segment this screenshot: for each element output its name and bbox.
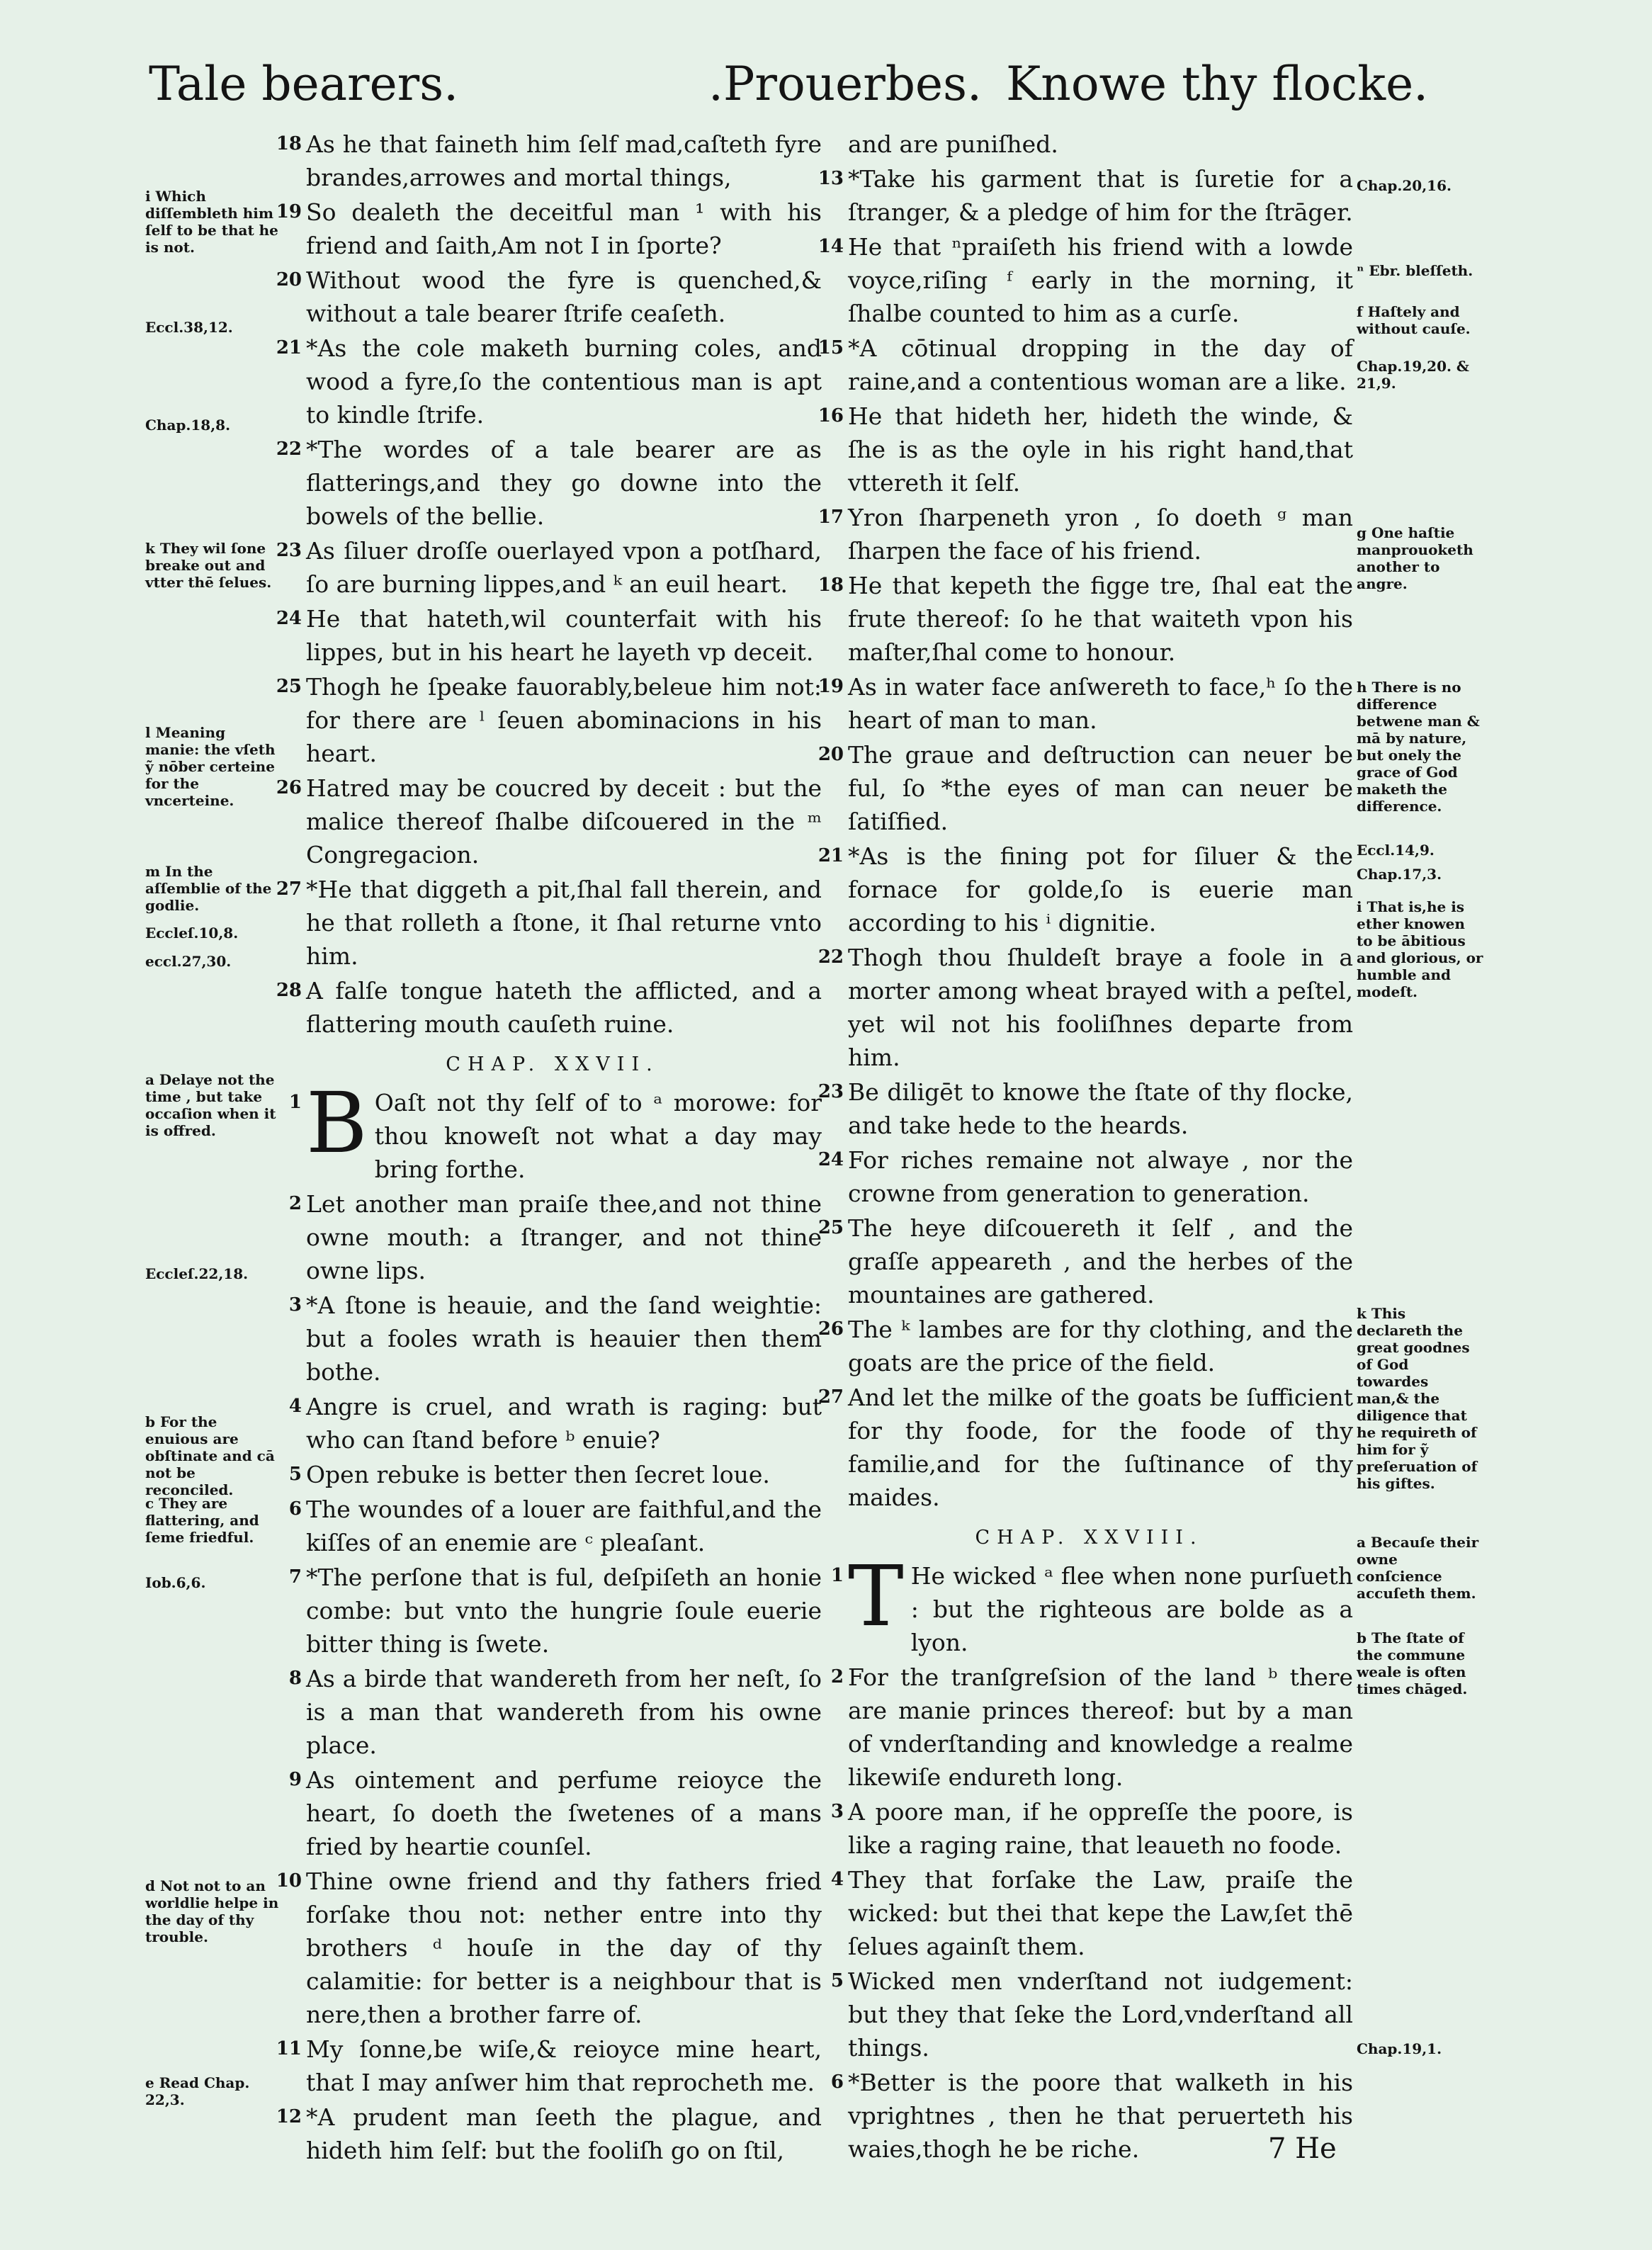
verse <box>825 1661 1353 1794</box>
margin-note-crossref: Chap.20,16. <box>1357 177 1452 194</box>
margin-note-crossref: eccl.27,30. <box>145 953 232 970</box>
verse <box>817 1313 1353 1379</box>
verse-text: Without wood the fyre is quenched,& without a tale bearer ſtrife ceaſeth. <box>306 266 822 327</box>
verse-text: The ᵏ lambes are for thy clothing, and the goats are the price of the field. <box>848 1316 1353 1376</box>
verse <box>283 1187 822 1287</box>
verse-number: 3 <box>830 1801 844 1822</box>
verse-text: A falſe tongue hateth the afflicted, and a flattering mouth cauſeth ruine. <box>306 977 822 1038</box>
verse-text: Let another man praiſe thee,and not thine owne mouth: a ſtranger, and not thine owne lips. <box>306 1190 822 1284</box>
verse-number: 27 <box>817 1386 844 1408</box>
verse-text: Hatred may be coucred by deceit : but the malice thereof ſhalbe diſcouered in the ᵐ Congregacion. <box>306 774 822 869</box>
running-head-book-title: .Prouerbes. <box>708 57 982 111</box>
verse-text: Thogh he ſpeake fauorably,beleue him not: for there are ˡ ſeuen abominacions in his heart. <box>306 673 822 767</box>
verse <box>283 1662 822 1762</box>
margin-note-crossref: Eccleſ.22,18. <box>145 1265 249 1282</box>
margin-note: d Not not to an worldlie helpe in the day of thy trouble. <box>145 1877 279 1945</box>
verse <box>283 1561 822 1661</box>
verse-text: The woundes of a louer are faithful,and the kiſſes of an enemie are ᶜ pleaſant. <box>306 1496 822 1556</box>
verse-number: 20 <box>276 269 302 290</box>
verse-text: *Take his garment that is ſuretie for a ſtranger, & a pledge of him for the ſtrāger. <box>848 165 1353 226</box>
verse-text: He that hateth,wil counterfait with his lippes, but in his heart he layeth vp deceit. <box>306 605 822 666</box>
verse <box>817 400 1353 499</box>
verse-number: 3 <box>288 1294 302 1316</box>
verse <box>817 1143 1353 1210</box>
verse-text: *He that diggeth a pit,ſhal fall therein, and he that rolleth a ſtone, it ſhal returne vnto him. <box>306 876 822 970</box>
verse <box>283 1763 822 1863</box>
verse-text: The heye diſcouereth it ſelf , and the graſſe appeareth , and the herbes of the mountaines are gathered. <box>848 1214 1353 1308</box>
verse <box>276 1865 822 2031</box>
verse-text: Thogh thou ſhuldeſt braye a foole in a morter among wheat brayed with a peſtel, yet wil not his fooliſhnes departe from him. <box>848 944 1353 1071</box>
verse <box>817 839 1353 939</box>
verse-text: *As is the fining pot for ſiluer & the fornace for golde,ſo is euerie man according to his ⁱ dignitie. <box>848 842 1353 937</box>
verse-text: *Better is the poore that walketh in his vprightnes , then he that peruerteth his waies,thogh he be riche. <box>848 2069 1353 2163</box>
verse-number: 2 <box>830 1666 844 1688</box>
verse-number: 24 <box>817 1149 844 1170</box>
margin-note: a Becauſe their owne conſcience accuſeth them. <box>1357 1534 1479 1602</box>
margin-note-crossref: Eccl.14,9. <box>1357 842 1435 859</box>
verse-number: 5 <box>288 1464 302 1485</box>
verse <box>276 974 822 1041</box>
verse-text: The graue and deſtruction can neuer be ful, ſo *the eyes of man can neuer be ſatiſfied. <box>848 741 1353 835</box>
margin-note: b For the enuious are obſtinate and cā not be reconciled. <box>145 1413 275 1498</box>
verse-text: *As the cole maketh burning coles, and wood a fyre,ſo the contentious man is apt to kindle ſtrife. <box>306 334 822 429</box>
verse-text: He wicked ᵃ flee when none purſueth : but the righteous are bolde as a lyon. <box>910 1562 1353 1656</box>
verse-text: He that hideth her, hideth the winde, & ſhe is as the oyle in his right hand,that vttereth it ſelf. <box>848 402 1353 497</box>
verse-dropcap <box>825 1547 1353 1659</box>
verse-number: 8 <box>288 1668 302 1689</box>
verse-number: 23 <box>817 1081 844 1102</box>
verse-number: 1 <box>830 1565 844 1586</box>
catchword: 7 He <box>1268 2132 1337 2165</box>
verse-text: *A ſtone is heauie, and the ſand weightie: but a fooles wrath is heauier then them bothe. <box>306 1291 822 1386</box>
verse-text: He that ⁿpraiſeth his friend with a lowde voyce,riſing ᶠ early in the morning, it ſhalbe counted to him as a curſe. <box>848 233 1353 327</box>
verse-text: A poore man, if he oppreſſe the poore, is like a raging raine, that leaueth no foode. <box>848 1798 1353 1859</box>
margin-note-crossref: Chap.18,8. <box>145 417 231 434</box>
verse <box>276 873 822 973</box>
margin-note: g One haſtie manprouoketh another to angre. <box>1357 524 1473 592</box>
verse-number: 27 <box>276 878 302 900</box>
verse <box>825 1863 1353 1963</box>
verse-number: 18 <box>817 575 844 596</box>
verse-number: 20 <box>817 744 844 765</box>
margin-note-crossref: Eccl.38,12. <box>145 319 233 336</box>
verse-number: 26 <box>276 777 302 798</box>
verse <box>817 1211 1353 1311</box>
verse <box>817 1381 1353 1514</box>
running-head-right: Knowe thy flocke. <box>1006 57 1429 111</box>
verse-number: 23 <box>276 540 302 561</box>
verse <box>276 196 822 262</box>
verse-number: 21 <box>276 337 302 358</box>
verse-number: 9 <box>288 1769 302 1790</box>
margin-note: ⁿ Ebr. bleſſeth. <box>1357 262 1473 279</box>
margin-note: c They are flattering, and ſeme friedful. <box>145 1495 259 1546</box>
margin-note: i That is,he is ether knowen to be ābitious and glorious, or humble and modeſt. <box>1357 898 1483 1000</box>
verse <box>276 2101 822 2167</box>
verse <box>283 1458 822 1491</box>
verse-number: 22 <box>817 946 844 968</box>
verse-number: 22 <box>276 439 302 460</box>
verse <box>817 670 1353 737</box>
margin-note-crossref: Eccleſ.10,8. <box>145 925 239 942</box>
verse-number: 25 <box>817 1217 844 1238</box>
verse-text: So dealeth the deceitful man ¹ with his friend and ſaith,Am not I in ſporte? <box>306 198 822 259</box>
margin-note: f Haſtely and without cauſe. <box>1357 303 1471 337</box>
verse <box>276 670 822 770</box>
verse-number: 10 <box>276 1870 302 1892</box>
verse-number: 4 <box>830 1869 844 1890</box>
verse-text: *A prudent man ſeeth the plague, and hideth him ſelf: but the fooliſh go on ſtil, <box>306 2103 822 2164</box>
verse-text: As in water face anſwereth to face,ʰ ſo the heart of man to man. <box>848 673 1353 734</box>
verse <box>276 771 822 871</box>
margin-note-crossref: Chap.19,20. & 21,9. <box>1357 358 1469 392</box>
verse-text: As ointement and perfume reioyce the heart, ſo doeth the ſwetenes of a mans fried by heartie counſel. <box>306 1766 822 1860</box>
margin-note: i Which diſſembleth him ſelf to be that he is not. <box>145 188 278 256</box>
running-head-left: Tale bearers. <box>149 57 459 111</box>
margin-note: k This declareth the great goodnes of God towardes man,& the diligence that he requireth of him for ỹ preſeruation of his giftes. <box>1357 1305 1478 1492</box>
verse-number: 1 <box>288 1092 302 1113</box>
verse-number: 6 <box>288 1498 302 1520</box>
verse-text: Yron ſharpeneth yron , ſo doeth ᵍ man ſharpen the face of his friend. <box>848 504 1353 565</box>
verse <box>825 128 1353 161</box>
verse-number: 17 <box>817 507 844 528</box>
verse-number: 13 <box>817 168 844 189</box>
verse-text: Open rebuke is better then ſecret loue. <box>306 1461 770 1488</box>
verse <box>283 1493 822 1559</box>
margin-note: l Meaning manie: the vſeth ỹ nōber certeine for the vncerteine. <box>145 724 276 809</box>
verse <box>283 1289 822 1389</box>
verse <box>276 602 822 669</box>
verse-number: 5 <box>830 1970 844 1991</box>
verse <box>283 1390 822 1457</box>
margin-note: b The ſtate of the commune weale is often times chāged. <box>1357 1629 1468 1697</box>
verse <box>276 534 822 601</box>
verse <box>825 1795 1353 1862</box>
margin-note-crossref: Chap.17,3. <box>1357 866 1442 883</box>
verse-text: As a birde that wandereth from her neſt, ſo is a man that wandereth from his owne place. <box>306 1665 822 1759</box>
drop-cap-letter: T <box>848 1547 904 1645</box>
verse-number: 19 <box>276 201 302 222</box>
verse <box>817 501 1353 567</box>
verse <box>276 433 822 533</box>
verse <box>276 2033 822 2099</box>
verse-number: 15 <box>817 337 844 358</box>
verse <box>817 569 1353 669</box>
margin-note-crossref: Iob.6,6. <box>145 1574 206 1591</box>
verse-number: 4 <box>288 1396 302 1417</box>
margin-note: m In the aſſemblie of the godlie. <box>145 863 272 914</box>
verse-text: As he that faineth him ſelf mad,caſteth fyre brandes,arrowes and mortal things, <box>306 130 822 191</box>
margin-note: h There is no difference betwene man & mā by nature, but onely the grace of God maketh the difference. <box>1357 679 1480 815</box>
verse-number: 26 <box>817 1318 844 1340</box>
verse-number: 11 <box>276 2038 302 2059</box>
margin-note: k They wil ſone breake out and vtter thē ſelues. <box>145 540 272 591</box>
margin-note: a Delaye not the time , but take occaſion when it is offred. <box>145 1071 276 1139</box>
margin-note-crossref: Chap.19,1. <box>1357 2040 1442 2057</box>
verse <box>817 1075 1353 1142</box>
verse <box>276 128 822 194</box>
verse-number: 19 <box>817 676 844 697</box>
margin-note: e Read Chap. 22,3. <box>145 2074 250 2108</box>
chapter-heading: CHAP. XXVIII. <box>975 1527 1204 1549</box>
verse-number: 18 <box>276 133 302 154</box>
verse-number: 16 <box>817 405 844 426</box>
verse-text: *A cōtinual dropping in the day of raine,and a contentious woman are a like. <box>848 334 1353 395</box>
verse-number: 25 <box>276 676 302 697</box>
verse-text: *The perſone that is ful, deſpiſeth an honie combe: but vnto the hungrie ſoule euerie bitter thing is ſwete. <box>306 1564 822 1658</box>
verse-text: He that kepeth the figge tre, ſhal eat the frute thereof: ſo he that waiteth vpon his maſter,ſhal come to honour. <box>848 572 1353 666</box>
verse-text: Wicked men vnderſtand not iudgement: but they that ſeke the Lord,vnderſtand all things. <box>848 1967 1353 2062</box>
verse-text: For riches remaine not alwaye , nor the crowne from generation to generation. <box>848 1146 1353 1207</box>
verse-number: 28 <box>276 980 302 1001</box>
verse-text: and are puniſhed. <box>848 130 1058 158</box>
verse <box>817 162 1353 229</box>
verse <box>817 332 1353 398</box>
verse <box>817 941 1353 1074</box>
verse <box>825 1964 1353 2064</box>
chapter-heading: CHAP. XXVII. <box>446 1053 660 1075</box>
verse-text: Be diligēt to knowe the ſtate of thy flocke, and take hede to the heards. <box>848 1078 1353 1139</box>
verse-number: 2 <box>288 1193 302 1214</box>
verse-text: Oaſt not thy ſelf of to ᵃ morowe: for thou knoweſt not what a day may bring forthe. <box>374 1089 822 1183</box>
verse <box>276 264 822 330</box>
verse-text: As ſiluer droſſe ouerlayed vpon a potſhard, ſo are burning lippes,and ᵏ an euil heart. <box>306 537 822 598</box>
right-column <box>817 128 1353 2167</box>
verse-text: Angre is cruel, and wrath is raging: but who can ſtand before ᵇ enuie? <box>306 1393 822 1454</box>
verse <box>817 230 1353 330</box>
verse-text: Thine owne friend and thy fathers fried forſake thou not: nether entre into thy brothers ᵈ houſe in the day of thy calamitie: for better is a neighbour that is nere,then a brother farre of. <box>306 1867 822 2028</box>
verse-text: *The wordes of a tale bearer are as flatterings,and they go downe into the bowels of the bellie. <box>306 436 822 530</box>
verse-number: 21 <box>817 845 844 866</box>
verse-text: They that forſake the Law, praiſe the wicked: but thei that kepe the Law,ſet thē ſelues againſt them. <box>848 1866 1353 1960</box>
verse-number: 7 <box>288 1566 302 1588</box>
drop-cap-letter: B <box>306 1074 368 1172</box>
verse <box>276 332 822 431</box>
verse-number: 24 <box>276 608 302 629</box>
verse-number: 14 <box>817 236 844 257</box>
verse-number: 6 <box>830 2071 844 2093</box>
left-column <box>276 128 822 2169</box>
verse-number: 12 <box>276 2106 302 2127</box>
verse <box>817 738 1353 838</box>
verse-text: For the tranſgreſsion of the land ᵇ there are manie princes thereof: but by a man of vnderſtanding and knowledge a realme likewiſe endureth long. <box>848 1663 1353 1791</box>
verse-text: And let the milke of the goats be ſufficient for thy foode, for the foode of thy familie,and for the ſuſtinance of thy maides. <box>848 1384 1353 1511</box>
verse-dropcap <box>283 1074 822 1186</box>
verse-text: My ſonne,be wiſe,& reioyce mine heart, that I may anſwer him that reprocheth me. <box>306 2035 822 2096</box>
